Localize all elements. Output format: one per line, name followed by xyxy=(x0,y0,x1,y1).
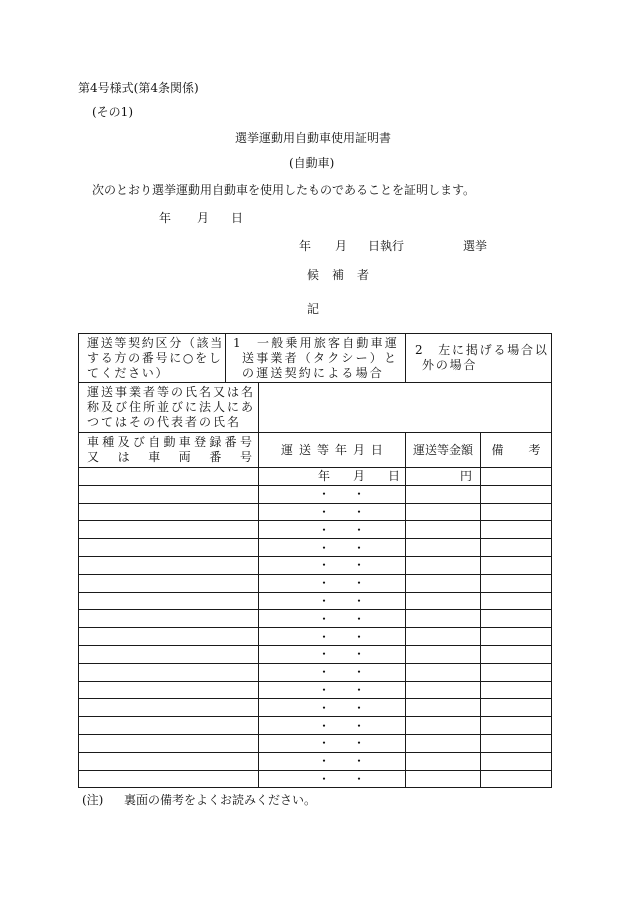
date-mark: ・ xyxy=(317,682,331,697)
table-row xyxy=(79,592,552,610)
date-mark: ・ xyxy=(352,700,366,715)
table-row xyxy=(79,521,552,539)
date-mark: ・ xyxy=(317,647,331,662)
footnote-text: 裏面の備考をよくお読みください。 xyxy=(124,793,317,807)
table-row xyxy=(79,485,552,503)
remarks-cell xyxy=(481,645,552,663)
operator-label-line: 運送事業者等の氏名又は名 xyxy=(87,385,256,399)
remarks-cell xyxy=(481,574,552,592)
vehicle-cell xyxy=(79,645,259,663)
header-char: 車 xyxy=(87,435,100,449)
contract-option-1-cell xyxy=(226,334,406,383)
date-marks xyxy=(259,684,405,696)
vehicle-cell xyxy=(79,663,259,681)
date-mark: ・ xyxy=(352,629,366,644)
date-mark: ・ xyxy=(317,593,331,608)
date-marks xyxy=(259,488,405,500)
operator-label-cell xyxy=(79,383,259,433)
contract-type-row xyxy=(79,334,552,383)
remarks-cell xyxy=(481,539,552,557)
header-char: 日 xyxy=(370,443,383,457)
vehicle-cell xyxy=(79,699,259,717)
remarks-cell xyxy=(481,521,552,539)
certification-statement: 次のとおり選挙運動用自動車を使用したものであることを証明します。 xyxy=(92,183,476,197)
vehicle-cell xyxy=(79,468,259,486)
date-mark: ・ xyxy=(317,736,331,751)
amount-cell xyxy=(406,770,481,788)
amount-cell xyxy=(406,485,481,503)
date-mark: ・ xyxy=(317,718,331,733)
date-cell xyxy=(259,681,406,699)
header-char: 車 xyxy=(148,450,161,464)
amount-cell xyxy=(406,610,481,628)
table-row xyxy=(79,645,552,663)
header-char: 又 xyxy=(87,450,100,464)
certificate-table xyxy=(78,333,552,788)
amount-cell xyxy=(406,503,481,521)
amount-column-header: 運送等金額 xyxy=(406,433,481,468)
header-char: 自 xyxy=(148,435,161,449)
date-mark: ・ xyxy=(352,771,366,786)
table-row xyxy=(79,717,552,735)
yen-unit: 円 xyxy=(460,469,473,484)
header-char: 番 xyxy=(209,450,222,464)
vehicle-cell xyxy=(79,752,259,770)
date-marks xyxy=(259,613,405,625)
date-mark: ・ xyxy=(317,629,331,644)
header-char: 及 xyxy=(117,435,130,449)
amount-cell xyxy=(406,592,481,610)
contract-option-2-line: 2 左に掲げる場合以 xyxy=(415,343,549,357)
table-row xyxy=(79,610,552,628)
date-mark: ・ xyxy=(352,593,366,608)
date-marks xyxy=(259,720,405,732)
vehicle-cell xyxy=(79,628,259,646)
header-char: 年 xyxy=(334,443,347,457)
table-row xyxy=(79,770,552,788)
date-marks xyxy=(259,542,405,554)
date-mark: ・ xyxy=(317,504,331,519)
table-row xyxy=(79,539,552,557)
date-column-header xyxy=(259,433,406,468)
date-marks xyxy=(259,755,405,767)
election-day-executed-label: 日執行 xyxy=(368,239,405,253)
date-marks xyxy=(259,559,405,571)
election-label: 選挙 xyxy=(463,239,488,253)
operator-label-line: つてはその代表者の氏名 xyxy=(87,415,242,429)
amount-cell xyxy=(406,521,481,539)
header-char: 動 xyxy=(163,435,176,449)
date-mark: ・ xyxy=(352,647,366,662)
header-char: 運 xyxy=(281,443,294,457)
column-header-row xyxy=(79,433,552,468)
amount-cell xyxy=(406,574,481,592)
date-mark: ・ xyxy=(352,487,366,502)
date-cell xyxy=(259,539,406,557)
operator-value-cell xyxy=(259,383,552,433)
amount-cell xyxy=(406,734,481,752)
header-char: 送 xyxy=(298,443,311,457)
vehicle-cell xyxy=(79,681,259,699)
date-mark: ・ xyxy=(317,665,331,680)
date-mark: ・ xyxy=(352,504,366,519)
remarks-cell xyxy=(481,556,552,574)
header-char: は xyxy=(117,450,130,464)
date-mark: ・ xyxy=(317,558,331,573)
date-marks xyxy=(259,577,405,589)
date-cell xyxy=(259,468,406,486)
date-marks xyxy=(259,648,405,660)
table-row xyxy=(79,556,552,574)
date-cell xyxy=(259,592,406,610)
document-subtitle: (自動車) xyxy=(289,156,335,170)
date-mark: 日 xyxy=(387,469,401,484)
date-marks xyxy=(259,702,405,714)
remarks-column-header xyxy=(481,433,552,468)
vehicle-cell xyxy=(79,539,259,557)
date-mark: ・ xyxy=(317,540,331,555)
date-header-text xyxy=(281,444,383,456)
amount-cell xyxy=(406,752,481,770)
form-number: 第4号様式(第4条関係) xyxy=(78,81,199,95)
date-cell xyxy=(259,485,406,503)
header-char: 番 xyxy=(224,435,237,449)
document-title: 選挙運動用自動車使用証明書 xyxy=(235,131,392,145)
remarks-cell xyxy=(481,699,552,717)
header-char: 月 xyxy=(352,443,365,457)
table-row xyxy=(79,734,552,752)
amount-cell xyxy=(406,645,481,663)
date-mark: ・ xyxy=(352,558,366,573)
date-mark: ・ xyxy=(317,576,331,591)
date-mark: ・ xyxy=(352,682,366,697)
date-marks xyxy=(259,470,405,482)
vehicle-cell xyxy=(79,717,259,735)
date-mark: ・ xyxy=(352,665,366,680)
date-cell xyxy=(259,610,406,628)
date-cell xyxy=(259,734,406,752)
date-mark: ・ xyxy=(317,754,331,769)
table-row xyxy=(79,468,552,486)
date-mark: ・ xyxy=(352,718,366,733)
date-marks xyxy=(259,666,405,678)
remarks-cell xyxy=(481,503,552,521)
contract-type-label-line: する方の番号に○をし xyxy=(87,350,223,365)
remarks-cell xyxy=(481,752,552,770)
date-marks xyxy=(259,773,405,785)
date-mark: ・ xyxy=(352,736,366,751)
header-char: 等 xyxy=(316,443,329,457)
date-day-label: 日 xyxy=(231,211,244,225)
amount-cell xyxy=(406,717,481,735)
header-char: 備 xyxy=(491,443,504,457)
amount-cell xyxy=(406,539,481,557)
date-marks xyxy=(259,737,405,749)
date-mark: 年 xyxy=(317,469,331,484)
vehicle-cell xyxy=(79,503,259,521)
remarks-cell xyxy=(481,610,552,628)
remarks-cell xyxy=(481,681,552,699)
date-cell xyxy=(259,628,406,646)
table-row xyxy=(79,503,552,521)
date-mark: ・ xyxy=(352,522,366,537)
date-marks xyxy=(259,506,405,518)
amount-cell xyxy=(406,468,481,486)
contract-option-1-line: の運送契約による場合 xyxy=(242,365,385,380)
amount-cell xyxy=(406,556,481,574)
header-char: 登 xyxy=(194,435,207,449)
header-char: 号 xyxy=(239,450,252,464)
header-char: 両 xyxy=(178,450,191,464)
date-cell xyxy=(259,521,406,539)
contract-option-2-cell xyxy=(406,334,552,383)
header-char: 考 xyxy=(528,443,541,457)
contract-type-label-cell xyxy=(79,334,226,383)
operator-label-line: 称及び住所並びに法人にあ xyxy=(87,400,256,414)
amount-cell xyxy=(406,663,481,681)
vehicle-cell xyxy=(79,574,259,592)
date-cell xyxy=(259,663,406,681)
header-char: 録 xyxy=(209,435,222,449)
remarks-cell xyxy=(481,592,552,610)
vehicle-cell xyxy=(79,556,259,574)
date-marks xyxy=(259,631,405,643)
date-cell xyxy=(259,645,406,663)
table-row xyxy=(79,699,552,717)
ki-heading: 記 xyxy=(307,302,320,316)
date-marks xyxy=(259,595,405,607)
vehicle-cell xyxy=(79,770,259,788)
contract-type-label-line: 運送等契約区分（該当 xyxy=(87,335,225,350)
date-cell xyxy=(259,556,406,574)
date-cell xyxy=(259,717,406,735)
header-char: 種 xyxy=(102,435,115,449)
remarks-cell xyxy=(481,468,552,486)
table-row xyxy=(79,574,552,592)
remarks-cell xyxy=(481,485,552,503)
remarks-cell xyxy=(481,628,552,646)
form-part: (その1) xyxy=(92,105,133,119)
contract-type-label-line: てください） xyxy=(87,365,170,380)
vehicle-cell xyxy=(79,485,259,503)
vehicle-cell xyxy=(79,592,259,610)
date-mark: ・ xyxy=(317,771,331,786)
amount-cell xyxy=(406,681,481,699)
date-mark: 月 xyxy=(352,469,366,484)
operator-row xyxy=(79,383,552,433)
amount-cell xyxy=(406,699,481,717)
table-row xyxy=(79,663,552,681)
date-year-label: 年 xyxy=(159,211,172,225)
vehicle-header-line xyxy=(87,435,252,450)
vehicle-column-header xyxy=(79,433,259,468)
table-row xyxy=(79,628,552,646)
contract-option-2-line: 外の場合 xyxy=(422,358,478,372)
vehicle-cell xyxy=(79,734,259,752)
vehicle-cell xyxy=(79,610,259,628)
remarks-cell xyxy=(481,770,552,788)
candidate-label: 候補者 xyxy=(307,268,383,282)
table-row xyxy=(79,752,552,770)
date-mark: ・ xyxy=(317,611,331,626)
date-mark: ・ xyxy=(317,487,331,502)
header-char: 号 xyxy=(239,435,252,449)
date-mark: ・ xyxy=(317,522,331,537)
contract-option-1-line: 送事業者（タクシー）と xyxy=(242,350,399,365)
vehicle-header-line xyxy=(87,450,252,465)
date-month-label: 月 xyxy=(197,211,210,225)
remarks-header-text xyxy=(492,444,541,456)
date-mark: ・ xyxy=(352,611,366,626)
header-char: び xyxy=(132,435,145,449)
amount-cell xyxy=(406,628,481,646)
table-row xyxy=(79,681,552,699)
date-marks xyxy=(259,524,405,536)
date-cell xyxy=(259,752,406,770)
date-mark: ・ xyxy=(352,540,366,555)
date-cell xyxy=(259,770,406,788)
date-mark: ・ xyxy=(317,700,331,715)
contract-option-1-line: 1 一般乗用旅客自動車運 xyxy=(233,335,400,350)
remarks-cell xyxy=(481,663,552,681)
vehicle-cell xyxy=(79,521,259,539)
election-month-label: 月 xyxy=(335,239,348,253)
election-year-label: 年 xyxy=(299,239,312,253)
date-cell xyxy=(259,503,406,521)
footnote-label: (注) xyxy=(82,793,104,807)
date-cell xyxy=(259,699,406,717)
date-cell xyxy=(259,574,406,592)
remarks-cell xyxy=(481,734,552,752)
date-mark: ・ xyxy=(352,576,366,591)
header-char: 車 xyxy=(178,435,191,449)
remarks-cell xyxy=(481,717,552,735)
date-mark: ・ xyxy=(352,754,366,769)
